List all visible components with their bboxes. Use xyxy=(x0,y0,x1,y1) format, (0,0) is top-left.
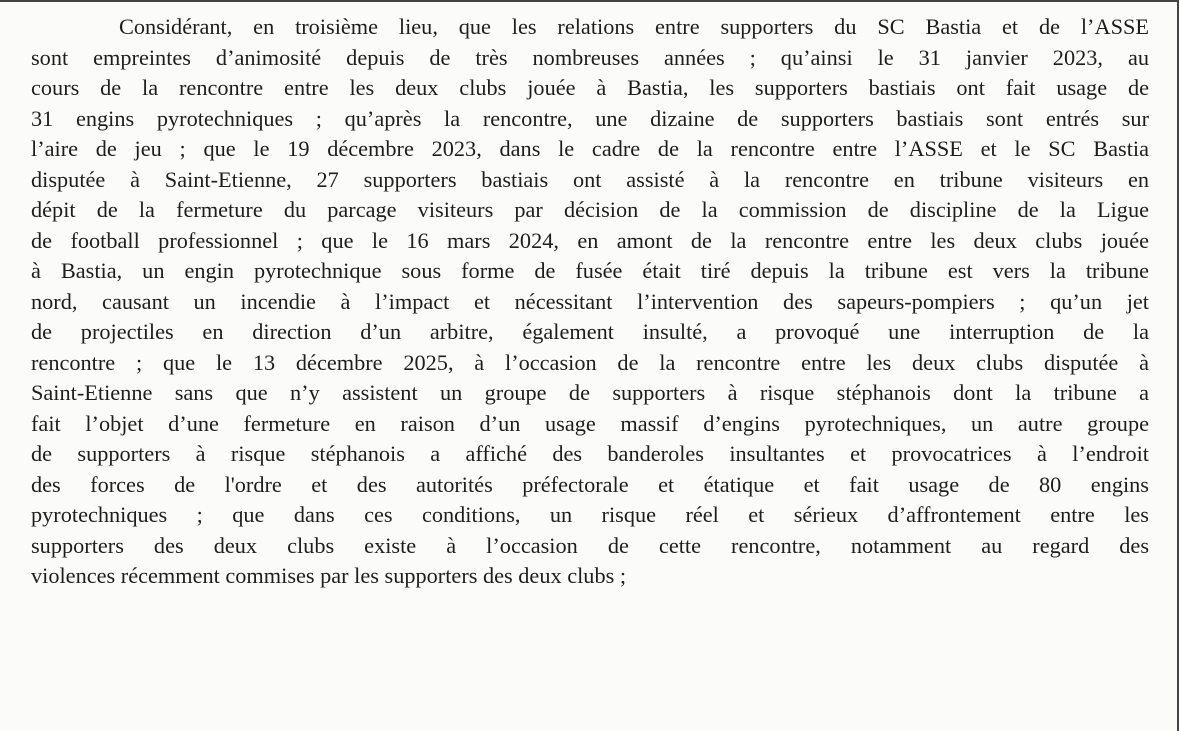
paragraph-line: violences récemment commises par les supporters des deux clubs ; xyxy=(31,563,627,588)
paragraph-line: à Bastia, un engin pyrotechnique sous forme de fusée était tiré depuis la tribune est vers la tribune xyxy=(31,258,1149,283)
document-paragraph xyxy=(31,12,1149,592)
paragraph-line: sont empreintes d’animosité depuis de très nombreuses années ; qu’ainsi le 31 janvier 2023, au xyxy=(31,44,1149,70)
paragraph-line: 31 engins pyrotechniques ; qu’après la rencontre, une dizaine de supporters bastiais sont entrés sur xyxy=(31,105,1149,131)
paragraph-line: cours de la rencontre entre les deux clubs jouée à Bastia, les supporters bastiais ont fait usage de xyxy=(31,75,1149,100)
paragraph-line: Considérant, en troisième lieu, que les relations entre supporters du SC Bastia et de l’ASSE xyxy=(119,14,1149,39)
paragraph-line: Saint-Etienne sans que n’y assistent un groupe de supporters à risque stéphanois dont la tribune a xyxy=(31,380,1149,405)
paragraph-line: fait l’objet d’une fermeture en raison d’un usage massif d’engins pyrotechniques, un autre groupe xyxy=(31,410,1149,436)
paragraph-line: rencontre ; que le 13 décembre 2025, à l’occasion de la rencontre entre les deux clubs disputée à xyxy=(31,349,1149,375)
paragraph-line: de football professionnel ; que le 16 mars 2024, en amont de la rencontre entre les deux clubs jouée xyxy=(31,227,1149,253)
paragraph-line: nord, causant un incendie à l’impact et nécessitant l’intervention des sapeurs-pompiers ; qu’un jet xyxy=(31,288,1149,314)
paragraph-line: dépit de la fermeture du parcage visiteurs par décision de la commission de discipline de la Ligue xyxy=(31,197,1149,222)
paragraph-line: l’aire de jeu ; que le 19 décembre 2023, dans le cadre de la rencontre entre l’ASSE et le SC Bastia xyxy=(31,136,1149,161)
paragraph-line: de projectiles en direction d’un arbitre, également insulté, a provoqué une interruption de la xyxy=(31,319,1149,344)
paragraph-line: supporters des deux clubs existe à l’occasion de cette rencontre, notamment au regard des xyxy=(31,532,1149,558)
paragraph-line: de supporters à risque stéphanois a affiché des banderoles insultantes et provocatrices à l’endroit xyxy=(31,441,1149,466)
paragraph-line: disputée à Saint-Etienne, 27 supporters bastiais ont assisté à la rencontre en tribune visiteurs en xyxy=(31,166,1149,192)
paragraph-line: des forces de l'ordre et des autorités préfectorale et étatique et fait usage de 80 engins xyxy=(31,471,1149,497)
paragraph-line: pyrotechniques ; que dans ces conditions, un risque réel et sérieux d’affrontement entre les xyxy=(31,502,1149,527)
